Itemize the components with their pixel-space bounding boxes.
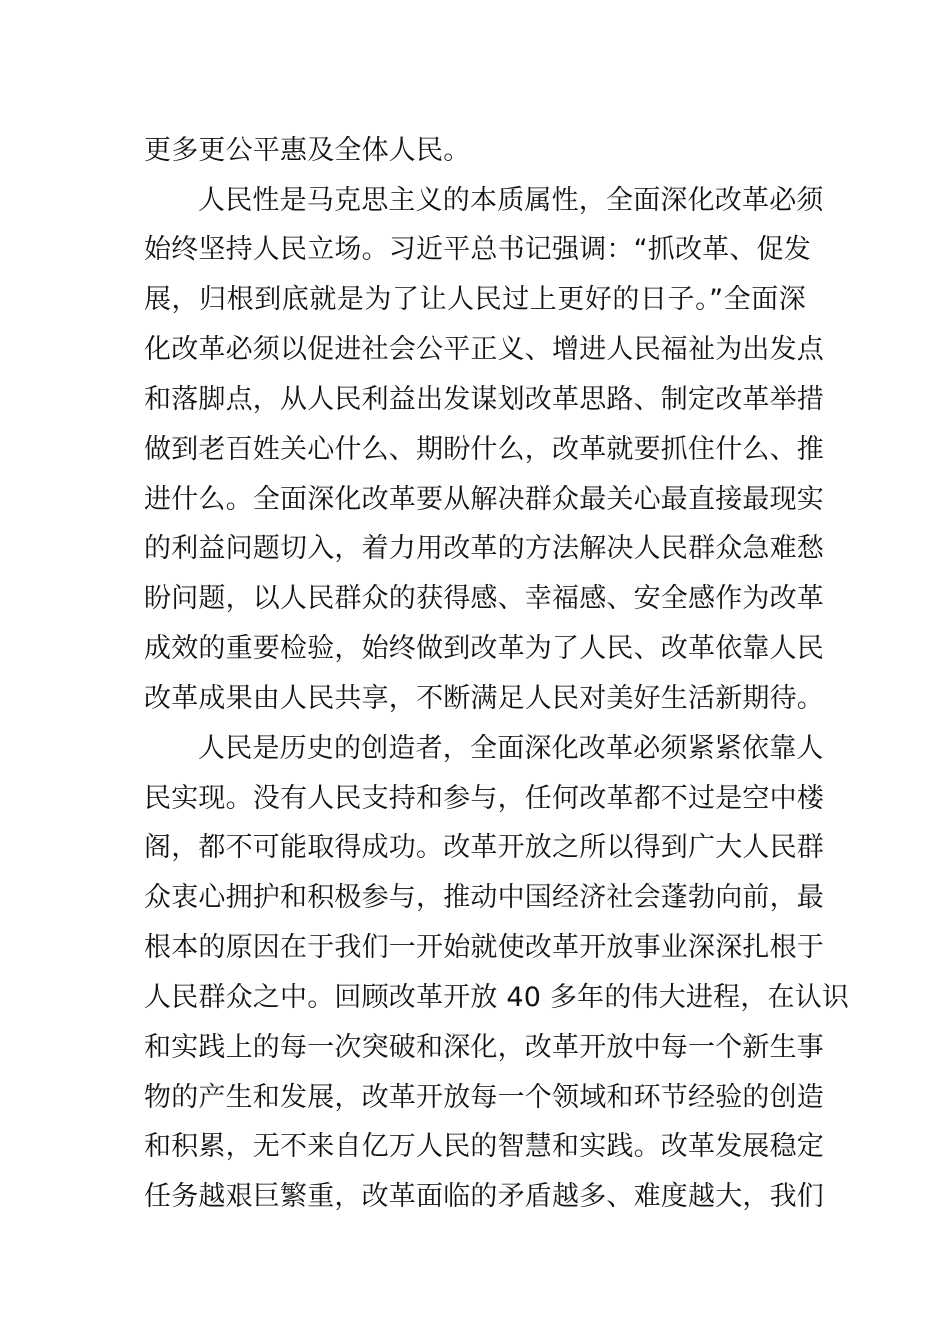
text-line: 展，归根到底就是为了让人民过上更好的日子。”全面深	[144, 284, 806, 315]
text-line: 进什么。全面深化改革要从解决群众最关心最直接最现实	[144, 484, 824, 515]
text-line: 物的产生和发展，改革开放每一个领域和环节经验的创造	[144, 1082, 824, 1113]
text-line: 改革成果由人民共享，不断满足人民对美好生活新期待。	[144, 683, 824, 714]
text-line: 众衷心拥护和积极参与，推动中国经济社会蓬勃向前，最	[144, 882, 824, 913]
text-line: 做到老百姓关心什么、期盼什么，改革就要抓住什么、推	[144, 434, 824, 465]
text-line: 和积累，无不来自亿万人民的智慧和实践。改革发展稳定	[144, 1131, 824, 1162]
text-line: 化改革必须以促进社会公平正义、增进人民福祉为出发点	[144, 334, 824, 365]
text-line: 成效的重要检验，始终做到改革为了人民、改革依靠人民	[144, 633, 824, 664]
text-line: 更多更公平惠及全体人民。	[144, 135, 471, 166]
text-line: 和实践上的每一次突破和深化，改革开放中每一个新生事	[144, 1032, 824, 1063]
text-line: 盼问题，以人民群众的获得感、幸福感、安全感作为改革	[144, 583, 824, 614]
text-line: 任务越艰巨繁重，改革面临的矛盾越多、难度越大，我们	[144, 1181, 824, 1212]
text-line: 根本的原因在于我们一开始就使改革开放事业深深扎根于	[144, 932, 824, 963]
text-line: 和落脚点，从人民利益出发谋划改革思路、制定改革举措	[144, 384, 824, 415]
text-line: 民实现。没有人民支持和参与，任何改革都不过是空中楼	[144, 783, 824, 814]
text-line: 始终坚持人民立场。习近平总书记强调：“抓改革、促发	[144, 234, 811, 265]
text-line: 阁，都不可能取得成功。改革开放之所以得到广大人民群	[144, 832, 824, 863]
paragraph-first-line: 人民性是马克思主义的本质属性，全面深化改革必须	[198, 185, 824, 216]
text-line: 人民群众之中。回顾改革开放 40 多年的伟大进程，在认识	[144, 982, 850, 1013]
text-line: 的利益问题切入，着力用改革的方法解决人民群众急难愁	[144, 533, 824, 564]
paragraph-first-line: 人民是历史的创造者，全面深化改革必须紧紧依靠人	[198, 733, 824, 764]
